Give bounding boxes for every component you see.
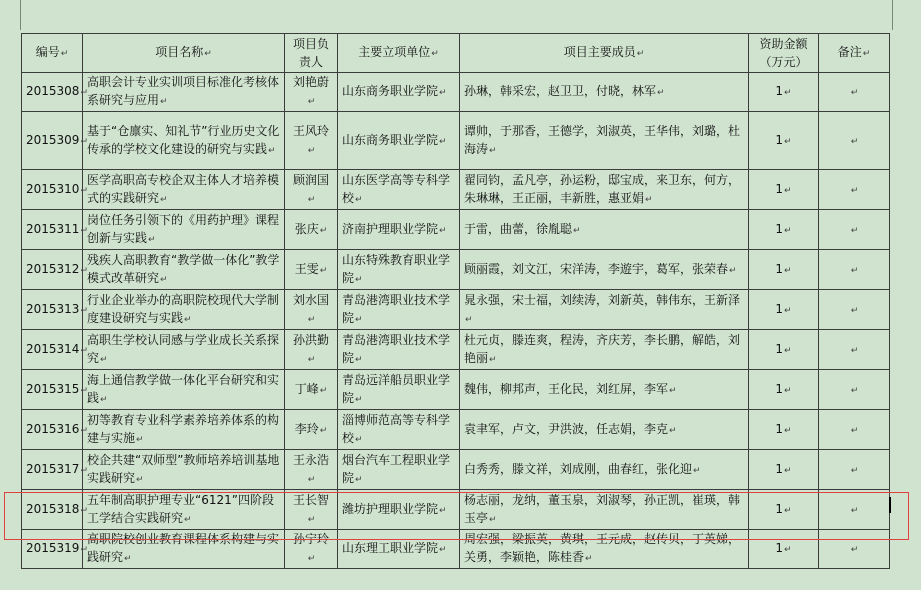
cell-project-name-text: 残疾人高职教育“教学做一体化”教学模式改革研究	[87, 252, 280, 285]
paragraph-mark: ↵	[850, 505, 859, 516]
cell-project-name-text: 高职院校创业教育课程体系构建与实践研究	[87, 532, 280, 564]
cell-unit[interactable]	[338, 73, 460, 112]
cell-project-name-text: 初等教育专业科学素养培养体系的构建与实施	[87, 412, 280, 445]
cell-id-text: 2015315	[26, 381, 80, 396]
paragraph-mark: ↵	[850, 385, 859, 396]
cell-fund[interactable]	[749, 530, 819, 569]
paragraph-mark: ↵	[80, 88, 88, 98]
cell-fund-text: 1	[775, 541, 784, 555]
paragraph-mark: ↵	[784, 305, 792, 316]
paragraph-mark: ↵	[80, 345, 88, 356]
cell-leader[interactable]	[285, 112, 338, 170]
paragraph-mark: ↵	[184, 314, 192, 325]
cell-note[interactable]	[819, 112, 890, 170]
paragraph-mark: ↵	[693, 465, 701, 476]
header-note: 备注↵	[819, 34, 890, 73]
cell-fund-text: 1	[775, 181, 784, 196]
paragraph-mark: ↵	[784, 136, 792, 147]
paragraph-mark: ↵	[573, 225, 581, 236]
paragraph-mark: ↵	[80, 505, 88, 516]
paragraph-mark: ↵	[319, 385, 328, 396]
cell-unit[interactable]	[338, 410, 460, 450]
paragraph-mark: ↵	[784, 425, 792, 436]
cell-note[interactable]	[819, 330, 890, 370]
cell-project-name[interactable]	[83, 210, 285, 250]
paragraph-mark: ↵	[850, 265, 859, 276]
cell-leader[interactable]	[285, 210, 338, 250]
cell-id[interactable]	[22, 490, 88, 530]
cell-leader[interactable]	[285, 170, 338, 210]
paragraph-mark: ↵	[355, 354, 363, 365]
cell-members[interactable]	[460, 112, 749, 170]
cell-project-name[interactable]	[83, 73, 285, 112]
cell-id[interactable]	[22, 530, 88, 569]
cell-project-name-text: 医学高职高专校企双主体人才培养模式的实践研究	[87, 172, 280, 205]
cell-fund[interactable]	[749, 112, 819, 170]
cell-fund[interactable]	[749, 410, 819, 450]
cell-leader[interactable]	[285, 370, 338, 410]
paragraph-mark: ↵	[850, 185, 859, 196]
paragraph-mark: ↵	[355, 194, 363, 205]
cell-note[interactable]	[819, 73, 890, 112]
cell-fund-text: 1	[775, 341, 784, 356]
margin-mark-left	[20, 0, 21, 30]
paragraph-mark: ↵	[80, 425, 88, 436]
cell-project-name[interactable]	[83, 290, 285, 330]
paragraph-mark: ↵	[148, 234, 156, 245]
table-row	[22, 210, 890, 250]
cell-members-text: 顾丽霞，刘文江，宋洋涛，李遊宇，葛军，张荣春	[464, 261, 729, 276]
paragraph-mark: ↵	[307, 194, 316, 205]
cell-unit-text: 青岛港湾职业技术学院	[342, 332, 451, 365]
cell-members[interactable]	[460, 410, 749, 450]
cell-unit[interactable]	[338, 112, 460, 170]
header-members: 项目主要成员↵	[460, 34, 749, 73]
paragraph-mark: ↵	[489, 354, 497, 365]
cell-fund-text: 1	[775, 84, 784, 98]
paragraph-mark: ↵	[319, 425, 328, 436]
paragraph-mark: ↵	[80, 185, 88, 196]
cell-id[interactable]	[22, 112, 88, 170]
cell-leader[interactable]	[285, 250, 338, 290]
paragraph-mark: ↵	[124, 554, 132, 564]
cell-unit[interactable]	[338, 250, 460, 290]
cell-members-text: 周宏强，梁振英，黄琪，王元成，赵传贝，丁英娣，关勇，李颖艳，陈桂香	[464, 532, 741, 564]
paragraph-mark: ↵	[784, 185, 792, 196]
cell-leader[interactable]	[285, 410, 338, 450]
paragraph-mark: ↵	[585, 554, 593, 564]
cell-leader[interactable]	[285, 290, 338, 330]
cell-id-text: 2015312	[26, 261, 80, 276]
paragraph-mark: ↵	[439, 545, 447, 555]
cell-unit-text: 山东商务职业学院	[342, 84, 439, 98]
paragraph-mark: ↵	[355, 474, 363, 485]
paragraph-mark: ↵	[850, 345, 859, 356]
paragraph-mark: ↵	[268, 145, 276, 156]
cell-fund[interactable]	[749, 210, 819, 250]
paragraph-mark: ↵	[784, 385, 792, 396]
paragraph-mark: ↵	[850, 425, 859, 436]
table-row	[22, 170, 890, 210]
cell-unit[interactable]	[338, 490, 460, 530]
paragraph-mark: ↵	[307, 97, 316, 107]
header-row	[22, 34, 890, 73]
cell-id[interactable]	[22, 450, 88, 490]
paragraph-mark: ↵	[80, 305, 88, 316]
cell-leader[interactable]	[285, 73, 338, 112]
cell-id-text: 2015309	[26, 132, 80, 147]
paragraph-mark: ↵	[100, 394, 108, 405]
cell-project-name-text: 行业企业举办的高职院校现代大学制度建设研究与实践	[87, 292, 280, 325]
table-row	[22, 410, 890, 450]
cell-members[interactable]	[460, 73, 749, 112]
cell-id[interactable]	[22, 370, 88, 410]
cell-note[interactable]	[819, 370, 890, 410]
cell-members-text: 袁聿军，卢文，尹洪波，任志娟，李克	[464, 421, 669, 436]
cell-members[interactable]	[460, 210, 749, 250]
cell-fund-text: 1	[775, 461, 784, 476]
cell-project-name[interactable]	[83, 450, 285, 490]
cell-note[interactable]	[819, 450, 890, 490]
cell-members-text: 白秀秀，滕文祥，刘成刚，曲春红，张化迎	[464, 461, 693, 476]
paragraph-mark: ↵	[80, 465, 88, 476]
cell-unit-text: 烟台汽车工程职业学院	[342, 452, 451, 485]
cell-unit-text: 青岛港湾职业技术学院	[342, 292, 451, 325]
cell-leader[interactable]	[285, 530, 338, 569]
paragraph-mark: ↵	[80, 385, 88, 396]
cell-members-text: 于雷，曲蕾，徐胤聪	[464, 221, 573, 236]
margin-mark-right	[892, 0, 893, 30]
cell-project-name[interactable]	[83, 330, 285, 370]
cell-members[interactable]	[460, 330, 749, 370]
cell-unit-text: 青岛远洋船员职业学院	[342, 372, 451, 405]
cell-id-text: 2015310	[26, 181, 80, 196]
cell-project-name-text: 岗位任务引领下的《用药护理》课程创新与实践	[87, 212, 280, 245]
paragraph-mark: ↵	[319, 265, 328, 276]
paragraph-mark: ↵	[669, 385, 677, 396]
cell-fund-text: 1	[775, 221, 784, 236]
cell-members[interactable]	[460, 250, 749, 290]
cell-project-name-text: 海上通信教学做一体化平台研究和实践	[87, 372, 280, 405]
paragraph-mark: ↵	[439, 88, 447, 98]
cell-unit[interactable]	[338, 530, 460, 569]
cell-unit[interactable]	[338, 330, 460, 370]
cell-project-name[interactable]	[83, 410, 285, 450]
cell-id-text: 2015313	[26, 301, 80, 316]
paragraph-mark: ↵	[784, 265, 792, 276]
table-row	[22, 250, 890, 290]
paragraph-mark: ↵	[80, 225, 88, 236]
cell-project-name[interactable]	[83, 112, 285, 170]
table-row	[22, 370, 890, 410]
cell-fund-text: 1	[775, 501, 784, 516]
cell-note[interactable]	[819, 250, 890, 290]
cell-fund-text: 1	[775, 421, 784, 436]
paragraph-mark: ↵	[136, 474, 144, 485]
cell-id[interactable]	[22, 170, 88, 210]
paragraph-mark: ↵	[355, 434, 363, 445]
cell-members[interactable]	[460, 530, 749, 569]
paragraph-mark: ↵	[784, 225, 792, 236]
cell-members-text: 杜元贞，滕连爽，程涛，齐庆芳，李长鹏，解皓，刘艳丽	[464, 332, 741, 365]
cell-members-text: 谭帅，于那香，王德学，刘淑英，王华伟，刘璐，杜海涛	[464, 123, 741, 156]
cell-unit[interactable]	[338, 370, 460, 410]
cell-fund[interactable]	[749, 370, 819, 410]
cell-fund[interactable]	[749, 330, 819, 370]
cell-fund[interactable]	[749, 290, 819, 330]
paragraph-mark: ↵	[307, 474, 316, 485]
paragraph-mark: ↵	[729, 265, 737, 276]
cell-id-text: 2015308	[26, 84, 80, 98]
cell-unit-text: 山东商务职业学院	[342, 132, 439, 147]
paragraph-mark: ↵	[80, 136, 88, 147]
paragraph-mark: ↵	[160, 97, 168, 107]
cell-id-text: 2015316	[26, 421, 80, 436]
cell-unit-text: 山东医学高等专科学校	[342, 172, 451, 205]
table-row	[22, 450, 890, 490]
cell-leader-text: 王永浩	[292, 452, 329, 467]
cell-leader-text: 王风玲	[292, 123, 329, 138]
header-id: 编号↵	[22, 34, 83, 73]
paragraph-mark: ↵	[784, 545, 792, 555]
paragraph-mark: ↵	[355, 314, 363, 325]
cell-id[interactable]	[22, 73, 88, 112]
paragraph-mark: ↵	[136, 434, 144, 445]
cell-note[interactable]	[819, 290, 890, 330]
cell-unit-text: 山东理工职业学院	[342, 541, 439, 555]
paragraph-mark: ↵	[784, 465, 792, 476]
paragraph-mark: ↵	[307, 314, 316, 325]
paragraph-mark: ↵	[160, 274, 168, 285]
paragraph-mark: ↵	[100, 354, 108, 365]
cell-note[interactable]	[819, 530, 890, 569]
cell-note[interactable]	[819, 210, 890, 250]
header-unit: 主要立项单位↵	[338, 34, 460, 73]
cell-members-text: 翟同钧，孟凡亭，孙运粉，邸宝成，来卫东，何方，朱琳琳，王正丽，丰新胜，惠亚娟	[464, 172, 741, 205]
cell-project-name[interactable]	[83, 170, 285, 210]
cell-members[interactable]	[460, 450, 749, 490]
table-row	[22, 290, 890, 330]
cell-leader-text: 顾润国	[292, 172, 329, 187]
cell-members[interactable]	[460, 370, 749, 410]
paragraph-mark: ↵	[489, 145, 497, 156]
paragraph-mark: ↵	[850, 465, 859, 476]
cell-members-text: 晁永强，宋士福，刘续涛，刘新英，韩伟东，王新泽	[464, 292, 741, 307]
paragraph-mark: ↵	[784, 505, 792, 516]
cell-project-name[interactable]	[83, 490, 285, 530]
header-fund: 资助金额（万元）	[749, 34, 819, 73]
cell-leader-text: 王雯	[294, 261, 319, 276]
table-body	[22, 73, 890, 569]
paragraph-mark: ↵	[850, 305, 859, 316]
cell-id[interactable]	[22, 210, 88, 250]
paragraph-mark: ↵	[645, 194, 653, 205]
table-row	[22, 490, 890, 530]
cell-members[interactable]	[460, 170, 749, 210]
cell-id[interactable]	[22, 410, 88, 450]
paragraph-mark: ↵	[80, 545, 88, 555]
cell-leader-text: 孙宁玲	[292, 532, 329, 546]
project-table	[21, 33, 890, 569]
cell-unit[interactable]	[338, 170, 460, 210]
paragraph-mark: ↵	[319, 225, 328, 236]
cell-unit[interactable]	[338, 290, 460, 330]
cell-fund[interactable]	[749, 490, 819, 530]
paragraph-mark: ↵	[184, 514, 192, 525]
cell-leader-text: 刘艳蔚	[292, 75, 329, 89]
cell-leader[interactable]	[285, 450, 338, 490]
cell-note[interactable]	[819, 490, 890, 530]
table-row	[22, 330, 890, 370]
paragraph-mark: ↵	[307, 514, 316, 525]
cell-leader-text: 孙洪勤	[292, 332, 329, 347]
cell-id[interactable]	[22, 330, 88, 370]
cell-leader-text: 刘水国	[292, 292, 329, 307]
cell-members[interactable]	[460, 290, 749, 330]
paragraph-mark: ↵	[669, 425, 677, 436]
header-name: 项目名称↵	[83, 34, 285, 73]
cell-fund[interactable]	[749, 250, 819, 290]
cell-project-name-text: 校企共建“双师型”教师培养培训基地实践研究	[87, 452, 280, 485]
cell-leader[interactable]	[285, 490, 338, 530]
cell-unit-text: 淄博师范高等专科学校	[342, 412, 451, 445]
paragraph-mark: ↵	[307, 354, 316, 365]
cell-id-text: 2015318	[26, 501, 80, 516]
cell-id-text: 2015311	[26, 221, 80, 236]
cell-project-name-text: 五年制高职护理专业“6121”四阶段工学结合实践研究	[87, 492, 274, 525]
cell-leader-text: 丁峰	[294, 381, 319, 396]
cell-unit-text: 潍坊护理职业学院	[342, 501, 439, 516]
cell-id-text: 2015314	[26, 341, 80, 356]
table-row	[22, 112, 890, 170]
paragraph-mark: ↵	[784, 88, 792, 98]
paragraph-mark: ↵	[307, 554, 316, 564]
cell-fund[interactable]	[749, 170, 819, 210]
cell-leader-text: 张庆	[294, 221, 319, 236]
cell-note[interactable]	[819, 410, 890, 450]
paragraph-mark: ↵	[850, 88, 859, 98]
paragraph-mark: ↵	[355, 274, 363, 285]
cell-leader-text: 李玲	[294, 421, 319, 436]
paragraph-mark: ↵	[850, 136, 859, 147]
paragraph-mark: ↵	[850, 225, 859, 236]
cell-fund-text: 1	[775, 132, 784, 147]
cell-id-text: 2015319	[26, 541, 80, 555]
cell-project-name-text: 基于“仓廪实、知礼节”行业历史文化传承的学校文化建设的研究与实践	[87, 123, 280, 156]
paragraph-mark: ↵	[784, 345, 792, 356]
cell-leader-text: 王长智	[292, 492, 329, 507]
cell-fund-text: 1	[775, 301, 784, 316]
paragraph-mark: ↵	[439, 136, 447, 147]
cell-members-text: 魏伟，柳邦声，王化民，刘红屏，李军	[464, 381, 669, 396]
table-row	[22, 73, 890, 112]
paragraph-mark: ↵	[80, 265, 88, 276]
cell-project-name[interactable]	[83, 530, 285, 569]
header-leader: 项目负责人	[285, 34, 338, 73]
cell-project-name-text: 高职生学校认同感与学业成长关系探究	[87, 332, 280, 365]
cell-id[interactable]	[22, 290, 88, 330]
cell-leader[interactable]	[285, 330, 338, 370]
cell-fund[interactable]	[749, 450, 819, 490]
paragraph-mark: ↵	[355, 394, 363, 405]
cell-unit[interactable]	[338, 210, 460, 250]
paragraph-mark: ↵	[465, 314, 473, 325]
cell-unit-text: 山东特殊教育职业学院	[342, 252, 451, 285]
cell-note[interactable]	[819, 170, 890, 210]
cell-fund-text: 1	[775, 261, 784, 276]
cell-members-text: 杨志丽，龙纳，董玉泉，刘淑琴，孙正凯，崔瑛，韩玉亭	[464, 492, 741, 525]
paragraph-mark: ↵	[657, 88, 665, 98]
text-cursor	[889, 497, 891, 513]
paragraph-mark: ↵	[439, 225, 447, 236]
paragraph-mark: ↵	[160, 194, 168, 205]
paragraph-mark: ↵	[307, 145, 316, 156]
cell-id-text: 2015317	[26, 461, 80, 476]
cell-project-name[interactable]	[83, 370, 285, 410]
cell-members-text: 孙琳，韩采宏，赵卫卫，付晓，林军	[464, 84, 657, 98]
cell-project-name[interactable]	[83, 250, 285, 290]
cell-members[interactable]	[460, 490, 749, 530]
cell-fund-text: 1	[775, 381, 784, 396]
paragraph-mark: ↵	[850, 545, 859, 555]
cell-unit[interactable]	[338, 450, 460, 490]
table-row	[22, 530, 890, 569]
cell-id[interactable]	[22, 250, 88, 290]
cell-project-name-text: 高职会计专业实训项目标准化考核体系研究与应用	[87, 75, 280, 107]
cell-unit-text: 济南护理职业学院	[342, 221, 439, 236]
paragraph-mark: ↵	[489, 514, 497, 525]
cell-fund[interactable]	[749, 73, 819, 112]
paragraph-mark: ↵	[439, 505, 447, 516]
